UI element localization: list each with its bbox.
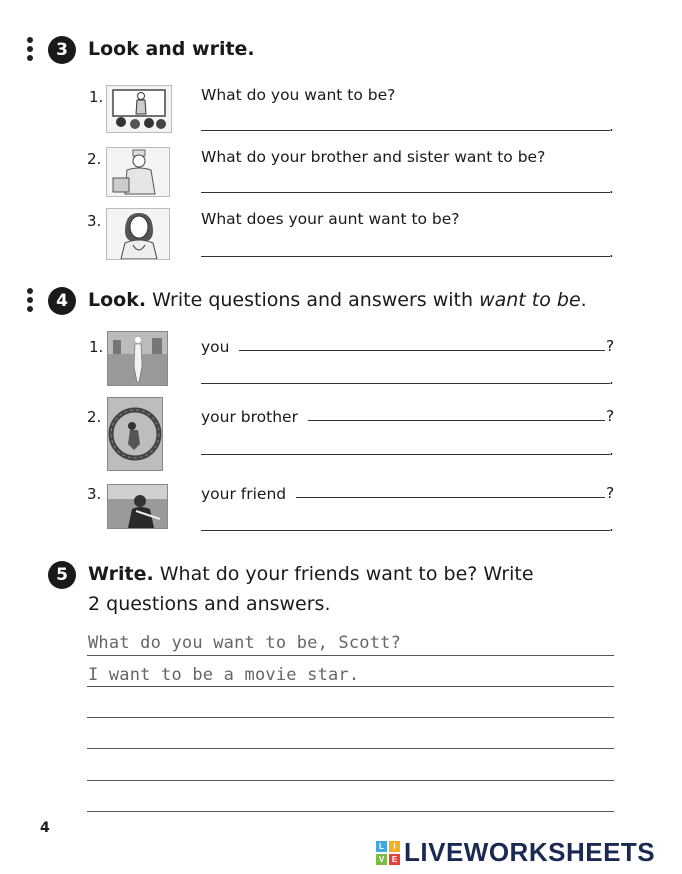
writing-line[interactable] bbox=[87, 748, 614, 749]
question-line[interactable] bbox=[296, 497, 605, 498]
item-number: 1. bbox=[89, 338, 104, 356]
exercise-number-badge: 4 bbox=[48, 287, 76, 315]
question-line[interactable] bbox=[239, 350, 605, 351]
line-end-period: . bbox=[609, 117, 614, 135]
writing-line[interactable] bbox=[87, 780, 614, 781]
item-number: 3. bbox=[87, 485, 102, 503]
instruction-end: . bbox=[580, 289, 587, 311]
writing-line[interactable] bbox=[87, 717, 614, 718]
line-end-period: . bbox=[609, 441, 614, 459]
answer-line[interactable] bbox=[201, 530, 610, 531]
line-end-period: . bbox=[609, 517, 614, 535]
instruction-text-line2: 2 questions and answers. bbox=[88, 593, 331, 615]
answer-line[interactable] bbox=[201, 130, 610, 131]
example-answer: I want to be a movie star. bbox=[88, 665, 360, 685]
writing-line[interactable] bbox=[87, 811, 614, 812]
answer-line[interactable] bbox=[201, 454, 610, 455]
line-end-period: . bbox=[609, 179, 614, 197]
line-end-period: . bbox=[609, 370, 614, 388]
answer-line[interactable] bbox=[201, 192, 610, 193]
drag-handle-icon[interactable] bbox=[27, 288, 33, 315]
subject-text: your friend bbox=[201, 485, 287, 503]
doctor-picture-icon bbox=[106, 208, 170, 260]
instruction-text: Write questions and answers with bbox=[152, 289, 474, 311]
subject-text: you bbox=[201, 338, 230, 356]
question-text: What does your aunt want to be? bbox=[201, 210, 460, 228]
instruction-text: What do your friends want to be? Write bbox=[159, 563, 534, 585]
example-question: What do you want to be, Scott? bbox=[88, 633, 402, 653]
instruction-keyword: Look. bbox=[88, 289, 147, 311]
exercise-number-badge: 5 bbox=[48, 561, 76, 589]
answer-line[interactable] bbox=[201, 383, 610, 384]
page-number: 4 bbox=[40, 820, 50, 836]
exercise-title bbox=[88, 563, 534, 585]
answer-line[interactable] bbox=[201, 256, 610, 257]
line-end-question-mark: ? bbox=[606, 337, 615, 355]
teacher-picture-icon bbox=[106, 85, 172, 133]
musician-photo-icon bbox=[107, 484, 168, 529]
logo-mark-icon: L I V E bbox=[376, 841, 400, 865]
drag-handle-icon[interactable] bbox=[27, 37, 33, 64]
item-number: 3. bbox=[87, 212, 102, 230]
item-number: 2. bbox=[87, 408, 102, 426]
writing-line bbox=[87, 686, 614, 687]
item-number: 2. bbox=[87, 150, 102, 168]
line-end-question-mark: ? bbox=[606, 484, 615, 502]
line-end-question-mark: ? bbox=[606, 407, 615, 425]
question-text: What do you want to be? bbox=[201, 86, 396, 104]
question-text: What do your brother and sister want to be? bbox=[201, 148, 546, 166]
subject-text: your brother bbox=[201, 408, 298, 426]
item-number: 1. bbox=[89, 88, 104, 106]
exercise-title: Look and write. bbox=[88, 38, 255, 60]
gymnast-photo-icon bbox=[107, 397, 163, 471]
instruction-keyword: Write. bbox=[88, 563, 154, 585]
writing-line bbox=[87, 655, 614, 656]
baker-picture-icon bbox=[106, 147, 170, 197]
instruction-italic: want to be bbox=[479, 289, 581, 311]
exercise-number-badge: 3 bbox=[48, 36, 76, 64]
model-photo-icon bbox=[107, 331, 168, 386]
exercise-title bbox=[88, 289, 587, 311]
question-line[interactable] bbox=[308, 420, 605, 421]
liveworksheets-logo[interactable] bbox=[376, 837, 655, 868]
line-end-period: . bbox=[609, 243, 614, 261]
logo-text: LIVEWORKSHEETS bbox=[404, 837, 656, 867]
